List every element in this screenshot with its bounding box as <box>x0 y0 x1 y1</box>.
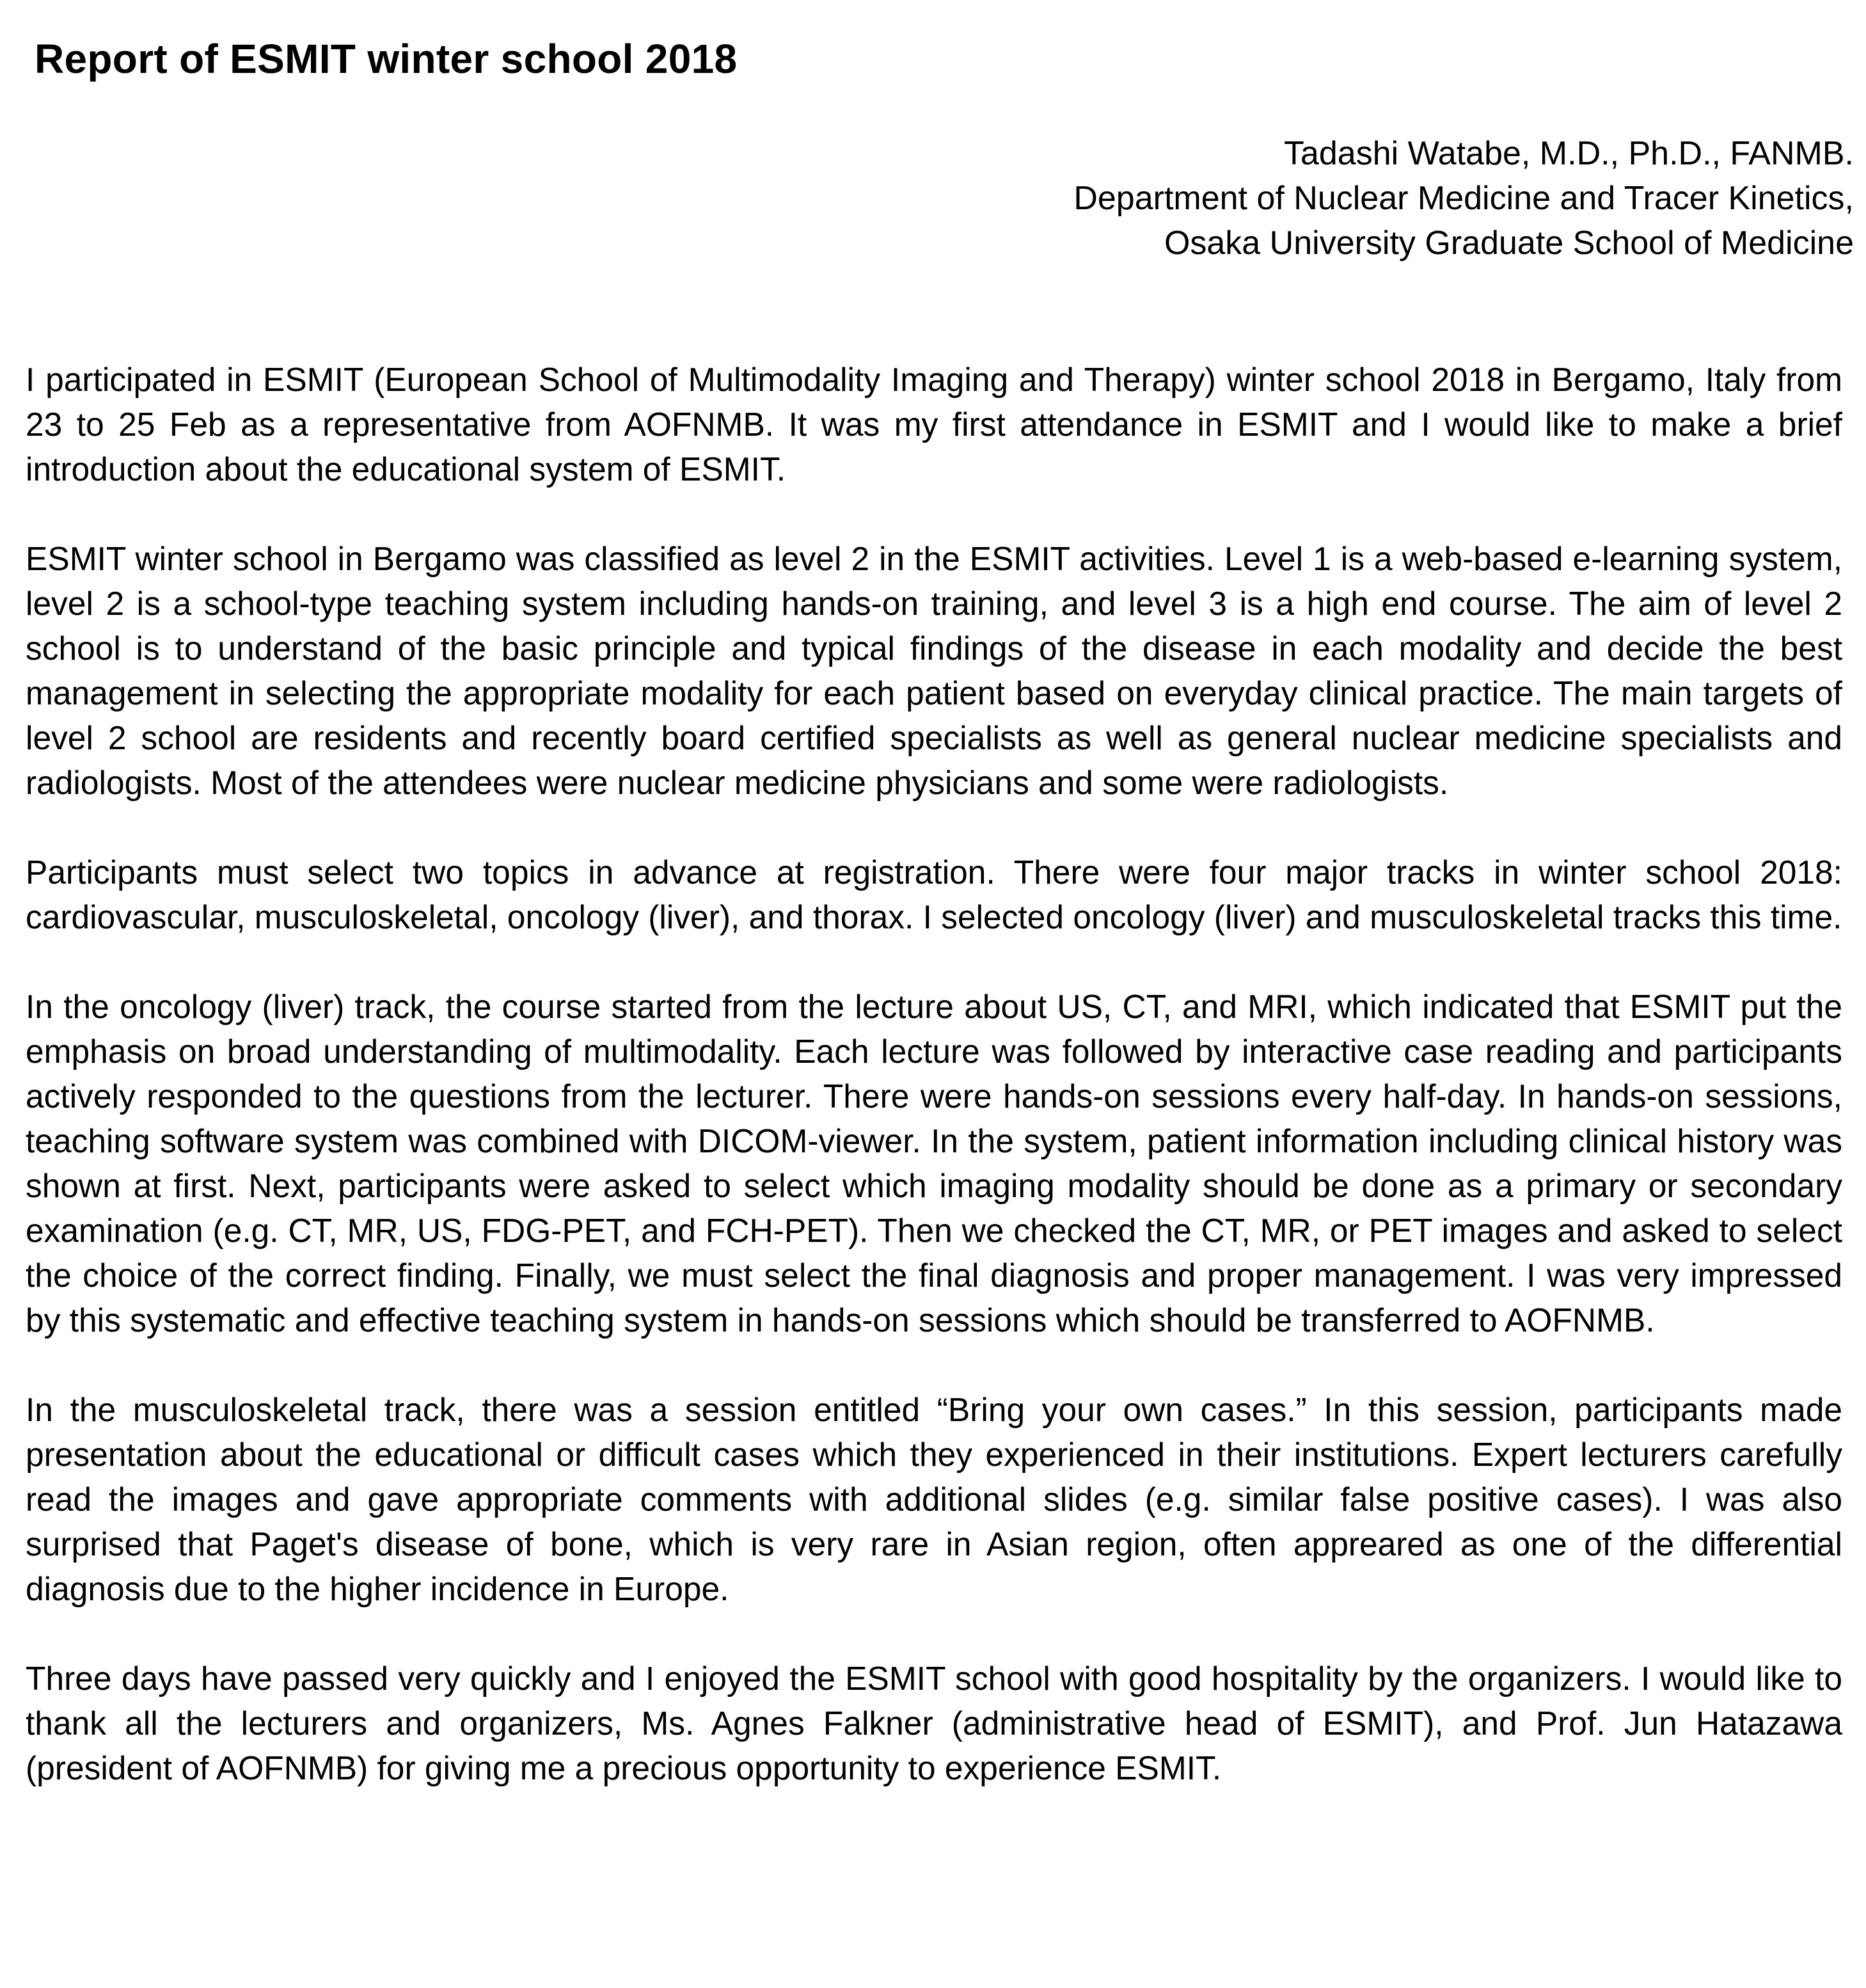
report-body <box>26 357 1842 1790</box>
author-department: Department of Nuclear Medicine and Tracer Kinetics, <box>1073 180 1854 217</box>
author-affiliation-block <box>1073 131 1854 266</box>
document-page <box>26 0 1854 1988</box>
paragraph-level-2-school: ESMIT winter school in Bergamo was classified as level 2 in the ESMIT activities. Level 1 is a web-based e-learning system, level 2 is a school-type teaching system including hands-on training, and level 3 is a high end course. The aim of level 2 school is to understand of the basic principle and typical findings of the disease in each modality and decide the best management in selecting the appropriate modality for each patient based on everyday clinical practice. The main targets of level 2 school are residents and recently board certified specialists as well as general nuclear medicine specialists and radiologists. Most of the attendees were nuclear medicine physicians and some were radiologists. <box>26 540 1842 801</box>
paragraph-introduction: I participated in ESMIT (European School of Multimodality Imaging and Therapy) winter school 2018 in Bergamo, Italy from 23 to 25 Feb as a representative from AOFNMB. It was my first attendance in ESMIT and I would like to make a brief introduction about the educational system of ESMIT. <box>26 361 1842 488</box>
author-institution: Osaka University Graduate School of Medicine <box>1164 225 1854 262</box>
paragraph-registration-tracks: Participants must select two topics in advance at registration. There were four major tracks in winter school 2018: cardiovascular, musculoskeletal, oncology (liver), and thorax. I selected oncology (liver) and musculoskeletal tracks this time. <box>26 854 1842 935</box>
document-title: Report of ESMIT winter school 2018 <box>35 36 738 82</box>
paragraph-musculoskeletal-track: In the musculoskeletal track, there was a session entitled “Bring your own cases.” In this session, participants made presentation about the educational or difficult cases which they experienced in their institutions. Expert lecturers carefully read the images and gave appropriate comments with additional slides (e.g. similar false positive cases). I was also surprised that Paget's disease of bone, which is very rare in Asian region, often appreared as one of the differential diagnosis due to the higher incidence in Europe. <box>26 1391 1842 1607</box>
author-name: Tadashi Watabe, M.D., Ph.D., FANMB. <box>1283 135 1854 172</box>
paragraph-acknowledgements: Three days have passed very quickly and I enjoyed the ESMIT school with good hospitality by the organizers. I would like to thank all the lecturers and organizers, Ms. Agnes Falkner (administrative head of ESMIT), and Prof. Jun Hatazawa (president of AOFNMB) for giving me a precious opportunity to experience ESMIT. <box>26 1660 1842 1786</box>
paragraph-oncology-track: In the oncology (liver) track, the course started from the lecture about US, CT, and MRI, which indicated that ESMIT put the emphasis on broad understanding of multimodality. Each lecture was followed by interactive case reading and participants actively responded to the questions from the lecturer. There were hands-on sessions every half-day. In hands-on sessions, teaching software system was combined with DICOM-viewer. In the system, patient information including clinical history was shown at first. Next, participants were asked to select which imaging modality should be done as a primary or secondary examination (e.g. CT, MR, US, FDG-PET, and FCH-PET). Then we checked the CT, MR, or PET images and asked to select the choice of the correct finding. Finally, we must select the final diagnosis and proper management. I was very impressed by this systematic and effective teaching system in hands-on sessions which should be transferred to AOFNMB. <box>26 988 1842 1339</box>
